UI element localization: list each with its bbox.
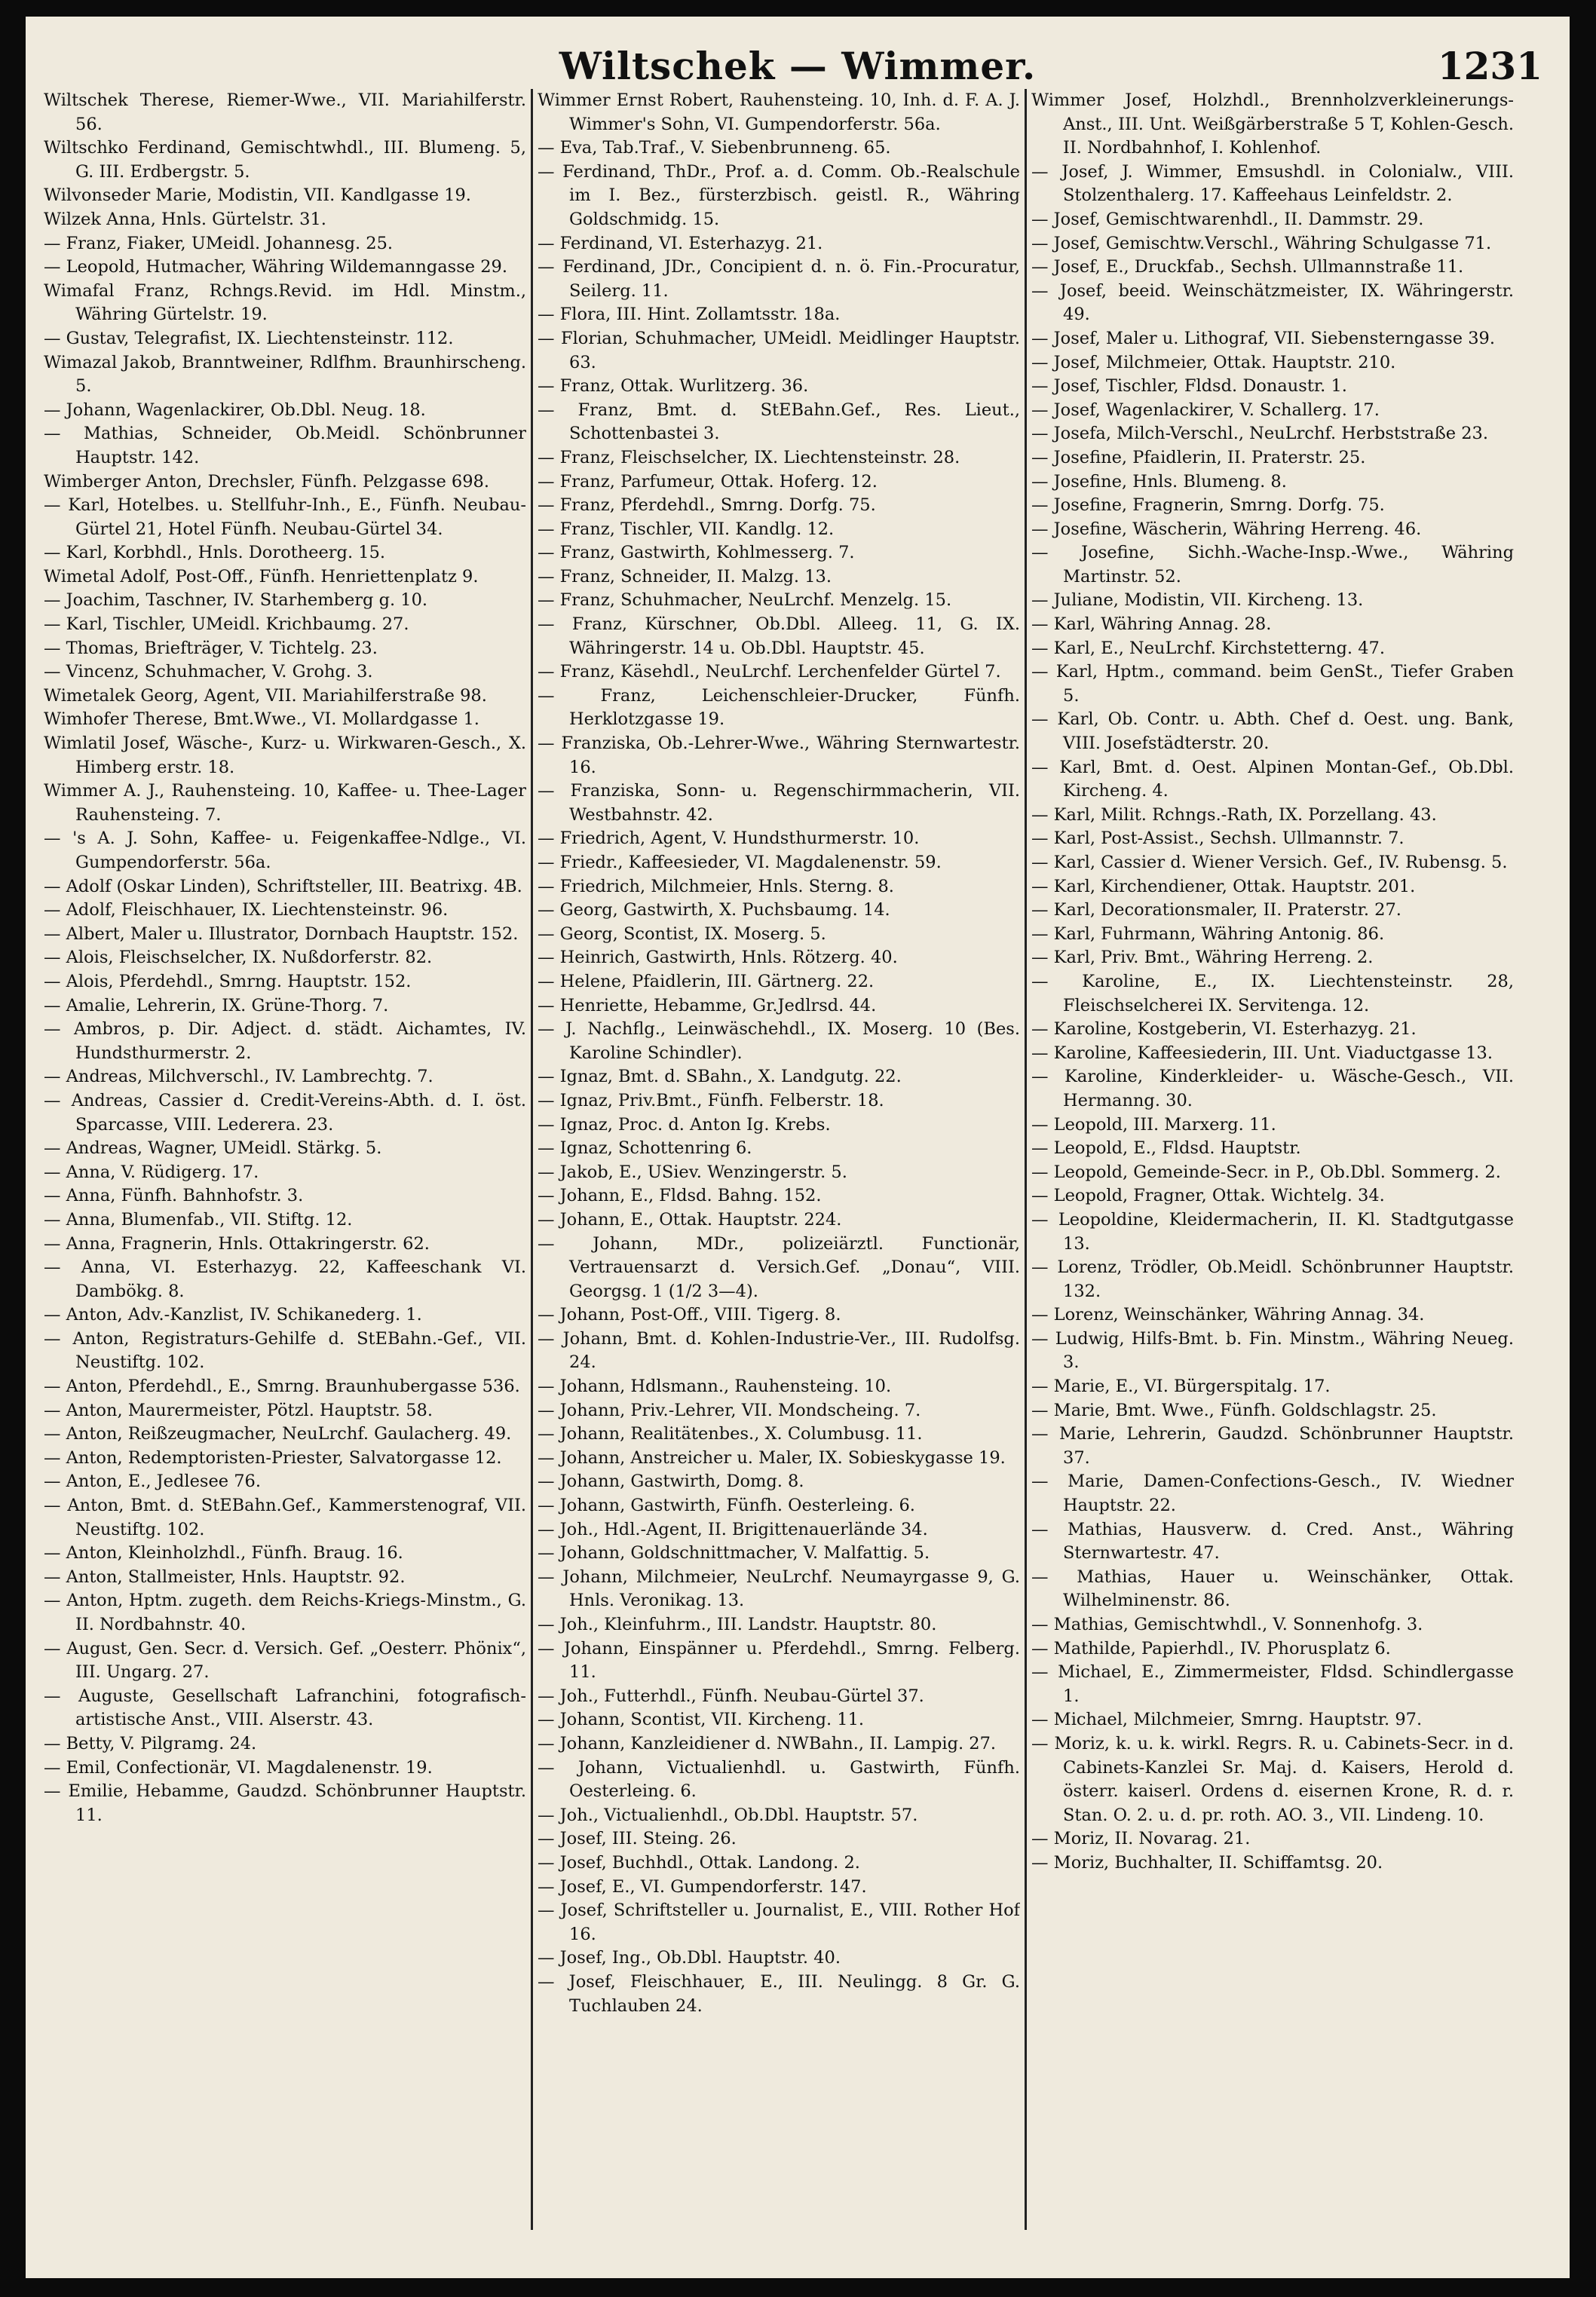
directory-entry: — Thomas, Briefträger, V. Tichtelg. 23.: [44, 638, 378, 658]
directory-entry: — Georg, Gastwirth, X. Puchsbaumg. 14.: [538, 900, 890, 920]
running-title: Wiltschek — Wimmer.: [559, 44, 1037, 88]
directory-entry: — Franz, Leichenschleier-Drucker, Fünfh. Herklotzgasse 19.: [538, 685, 1020, 730]
directory-entry: — Friedr., Kaffeesieder, VI. Magdalenenstr. 59.: [538, 853, 942, 872]
directory-entry: — Anna, Blumenfab., VII. Stiftg. 12.: [44, 1209, 353, 1230]
directory-entry: Wilzek Anna, Hnls. Gürtelstr. 31.: [44, 209, 326, 229]
directory-entry: Wimlatil Josef, Wäsche-, Kurz- u. Wirkwaren-Gesch., X. Himberg erstr. 18.: [44, 734, 526, 777]
directory-entry: — Joh., Victualienhdl., Ob.Dbl. Hauptstr. 57.: [538, 1805, 918, 1825]
directory-entry: — Karl, Ob. Contr. u. Abth. Chef d. Oest. ung. Bank, VIII. Josefstädterstr. 20.: [1031, 709, 1514, 754]
directory-entry: — Josef, beeid. Weinschätzmeister, IX. Währingerstr. 49.: [1031, 280, 1514, 325]
directory-entry: — Johann, Wagenlackirer, Ob.Dbl. Neug. 18.: [44, 400, 426, 420]
directory-entry: — Juliane, Modistin, VII. Kircheng. 13.: [1031, 590, 1364, 611]
directory-entry: — Moriz, Buchhalter, II. Schiffamtsg. 20.: [1031, 1852, 1383, 1873]
directory-entry: — Mathias, Hausverw. d. Cred. Anst., Währing Sternwartestr. 47.: [1031, 1519, 1514, 1563]
directory-entry: — Adolf, Fleischhauer, IX. Liechtensteinstr. 96.: [44, 900, 449, 920]
directory-entry: — Mathilde, Papierhdl., IV. Phorusplatz 6.: [1031, 1638, 1391, 1658]
directory-entry: — Marie, E., VI. Bürgerspitalg. 17.: [1031, 1377, 1331, 1397]
directory-entry: — Johann, Gastwirth, Domg. 8.: [538, 1472, 804, 1492]
directory-entry: Wimazal Jakob, Branntweiner, Rdlfhm. Braunhirscheng. 5.: [44, 352, 526, 397]
directory-entry: — Karl, Bmt. d. Oest. Alpinen Montan-Gef., Ob.Dbl. Kircheng. 4.: [1031, 757, 1514, 801]
directory-entry: — Amalie, Lehrerin, IX. Grüne-Thorg. 7.: [44, 995, 389, 1015]
directory-entry: — Lorenz, Trödler, Ob.Meidl. Schönbrunner Hauptstr. 132.: [1031, 1257, 1514, 1301]
directory-entry: — Anton, Redemptoristen-Priester, Salvatorgasse 12.: [44, 1447, 502, 1468]
directory-entry: Wimmer Josef, Holzhdl., Brennholzverkleinerungs-Anst., III. Unt. Weißgärberstraße 5 T, Kohlen-Gesch. II. Nordbahnhof, I. Kohlenhof.: [1031, 90, 1514, 158]
directory-entry: — Anton, Pferdehdl., E., Smrng. Braunhubergasse 536.: [44, 1377, 520, 1397]
directory-entry: Wimafal Franz, Rchngs.Revid. im Hdl. Minstm., Währing Gürtelstr. 19.: [44, 280, 526, 325]
directory-entry: — Mathias, Schneider, Ob.Meidl. Schönbrunner Hauptstr. 142.: [44, 424, 526, 467]
directory-entry: — Anton, Maurermeister, Pötzl. Hauptstr. 58.: [44, 1400, 433, 1420]
directory-entry: — Karl, Fuhrmann, Währing Antonig. 86.: [1031, 923, 1385, 944]
directory-entry: — Karl, Korbhdl., Hnls. Dorotheerg. 15.: [44, 543, 386, 563]
directory-entry: — Friedrich, Milchmeier, Hnls. Sterng. 8.: [538, 876, 894, 896]
directory-entry: — Ferdinand, VI. Esterhazyg. 21.: [538, 233, 823, 253]
directory-entry: — Leopoldine, Kleidermacherin, II. Kl. Stadtgutgasse 13.: [1031, 1209, 1514, 1254]
directory-entry: — Karoline, E., IX. Liechtensteinstr. 28, Fleischselcherei IX. Servitenga. 12.: [1031, 971, 1514, 1015]
directory-entry: — Josef, Gemischtw.Verschl., Währing Schulgasse 71.: [1031, 233, 1492, 253]
directory-entry: — Josef, Maler u. Lithograf, VII. Siebensterngasse 39.: [1031, 328, 1495, 348]
directory-entry: — Joh., Futterhdl., Fünfh. Neubau-Gürtel 37.: [538, 1686, 924, 1706]
directory-entry: — Anton, Hptm. zugeth. dem Reichs-Kriegs-Minstm., G. II. Nordbahnstr. 40.: [44, 1591, 526, 1634]
directory-entry: — Andreas, Cassier d. Credit-Vereins-Abth. d. I. öst. Sparcasse, VIII. Lederera. 23.: [44, 1090, 526, 1135]
column-1: [44, 89, 526, 2245]
directory-entry: — Ignaz, Priv.Bmt., Fünfh. Felberstr. 18.: [538, 1090, 884, 1110]
directory-entry: — Franz, Parfumeur, Ottak. Hoferg. 12.: [538, 471, 878, 492]
directory-entry: — Mathias, Gemischtwhdl., V. Sonnenhofg. 3.: [1031, 1615, 1423, 1634]
directory-entry: — Marie, Lehrerin, Gaudzd. Schönbrunner Hauptstr. 37.: [1031, 1424, 1514, 1468]
directory-entry: — Johann, Gastwirth, Fünfh. Oesterleing. 6.: [538, 1496, 915, 1516]
directory-entry: Wiltschko Ferdinand, Gemischtwhdl., III. Blumeng. 5, G. III. Erdbergstr. 5.: [44, 138, 526, 182]
directory-entry: — Mathias, Hauer u. Weinschänker, Ottak. Wilhelminenstr. 86.: [1031, 1567, 1514, 1611]
directory-entry: — Johann, Realitätenbes., X. Columbusg. 11.: [538, 1424, 923, 1444]
directory-entry: — Johann, Anstreicher u. Maler, IX. Sobieskygasse 19.: [538, 1447, 1006, 1468]
directory-entry: — Karl, Hptm., command. beim GenSt., Tiefer Graben 5.: [1031, 662, 1514, 706]
directory-entry: — Johann, E., Fldsd. Bahng. 152.: [538, 1186, 822, 1206]
directory-entry: — Johann, Einspänner u. Pferdehdl., Smrng. Felberg. 11.: [538, 1638, 1020, 1683]
directory-entry: — Josefine, Fragnerin, Smrng. Dorfg. 75.: [1031, 495, 1385, 516]
directory-entry: — Karoline, Kinderkleider- u. Wäsche-Gesch., VII. Hermanng. 30.: [1031, 1067, 1514, 1110]
directory-entry: — Betty, V. Pilgramg. 24.: [44, 1733, 257, 1753]
directory-entry: — Karl, Decorationsmaler, II. Praterstr. 27.: [1031, 900, 1401, 920]
directory-entry: — Heinrich, Gastwirth, Hnls. Rötzerg. 40.: [538, 948, 898, 968]
directory-entry: — Franz, Bmt. d. StEBahn.Gef., Res. Lieut., Schottenbastei 3.: [538, 400, 1020, 444]
directory-entry: — Karl, Hotelbes. u. Stellfuhr-Inh., E., Fünfh. Neubau-Gürtel 21, Hotel Fünfh. Neubau-Gürtel 34.: [44, 495, 526, 539]
directory-entry: — Andreas, Milchverschl., IV. Lambrechtg. 7.: [44, 1067, 433, 1087]
directory-entry: — Andreas, Wagner, UMeidl. Stärkg. 5.: [44, 1138, 382, 1159]
columns: [44, 89, 1521, 2245]
directory-entry: — Alois, Fleischselcher, IX. Nußdorferstr. 82.: [44, 948, 433, 968]
directory-entry: — Johann, Bmt. d. Kohlen-Industrie-Ver., III. Rudolfsg. 24.: [538, 1328, 1020, 1373]
directory-entry: — Alois, Pferdehdl., Smrng. Hauptstr. 152.: [44, 971, 412, 991]
directory-entry: — Anton, Bmt. d. StEBahn.Gef., Kammerstenograf, VII. Neustiftg. 102.: [44, 1496, 526, 1539]
directory-entry: — Franz, Kürschner, Ob.Dbl. Alleeg. 11, G. IX. Währingerstr. 14 u. Ob.Dbl. Hauptstr. 45.: [538, 614, 1020, 658]
directory-entry: — Georg, Scontist, IX. Moserg. 5.: [538, 923, 826, 944]
directory-entry: — Karl, Tischler, UMeidl. Krichbaumg. 27.: [44, 614, 409, 635]
directory-entry: — Leopold, III. Marxerg. 11.: [1031, 1114, 1276, 1135]
directory-entry: — Henriette, Hebamme, Gr.Jedlrsd. 44.: [538, 995, 877, 1015]
directory-entry: — Josef, Schriftsteller u. Journalist, E., VIII. Rother Hof 16.: [538, 1900, 1020, 1944]
directory-entry: Wiltschek Therese, Riemer-Wwe., VII. Mariahilferstr. 56.: [44, 90, 526, 134]
directory-entry: — Franziska, Sonn- u. Regenschirmmacherin, VII. Westbahnstr. 42.: [538, 781, 1020, 825]
directory-entry: — Anna, Fragnerin, Hnls. Ottakringerstr. 62.: [44, 1233, 430, 1254]
directory-entry: — Josef, Ing., Ob.Dbl. Hauptstr. 40.: [538, 1948, 841, 1968]
directory-entry: — Joh., Kleinfuhrm., III. Landstr. Hauptstr. 80.: [538, 1615, 937, 1634]
directory-entry: — Michael, E., Zimmermeister, Fldsd. Schindlergasse 1.: [1031, 1662, 1514, 1706]
directory-entry: — Moriz, k. u. k. wirkl. Regrs. R. u. Cabinets-Secr. in d. Cabinets-Kanzlei Sr. Maj. d. Kaisers, Herold d. österr. kaiserl. Ordens d. eisernen Krone, R. d. r. Stan. O. 2. u. d. pr. roth. AO. 3., VII. Lindeng. 10.: [1031, 1733, 1514, 1825]
directory-entry: — Anna, VI. Esterhazyg. 22, Kaffeeschank VI. Dambökg. 8.: [44, 1257, 526, 1301]
directory-entry: — Anton, E., Jedlesee 76.: [44, 1472, 262, 1492]
directory-entry: — Franz, Ottak. Wurlitzerg. 36.: [538, 376, 809, 397]
directory-entry: — Josef, Wagenlackirer, V. Schallerg. 17.: [1031, 400, 1380, 420]
directory-entry: — Josef, Tischler, Fldsd. Donaustr. 1.: [1031, 376, 1347, 397]
directory-entry: — Michael, Milchmeier, Smrng. Hauptstr. 97.: [1031, 1710, 1423, 1730]
directory-entry: — Helene, Pfaidlerin, III. Gärtnerg. 22.: [538, 971, 875, 991]
directory-entry: — Gustav, Telegrafist, IX. Liechtensteinstr. 112.: [44, 328, 454, 348]
directory-entry: — Lorenz, Weinschänker, Währing Annag. 34.: [1031, 1305, 1425, 1325]
directory-entry: — Leopold, Gemeinde-Secr. in P., Ob.Dbl. Sommerg. 2.: [1031, 1162, 1501, 1182]
directory-entry: — Leopold, E., Fldsd. Hauptstr.: [1031, 1138, 1301, 1159]
directory-entry: — Marie, Damen-Confections-Gesch., IV. Wiedner Hauptstr. 22.: [1031, 1472, 1514, 1516]
directory-entry: — J. Nachflg., Leinwäschehdl., IX. Moserg. 10 (Bes. Karoline Schindler).: [538, 1019, 1020, 1063]
directory-entry: — Ferdinand, ThDr., Prof. a. d. Comm. Ob.-Realschule im I. Bez., fürsterzbisch. geistl. R., Währing Goldschmidg. 15.: [538, 161, 1020, 229]
directory-entry: — Josefine, Pfaidlerin, II. Praterstr. 25.: [1031, 447, 1366, 467]
directory-entry: — Auguste, Gesellschaft Lafranchini, fotografisch-artistische Anst., VIII. Alserstr. 43.: [44, 1686, 526, 1730]
directory-entry: — Anna, V. Rüdigerg. 17.: [44, 1162, 259, 1182]
directory-entry: — Johann, Priv.-Lehrer, VII. Mondscheing. 7.: [538, 1400, 921, 1420]
directory-entry: — Karl, Post-Assist., Sechsh. Ullmannstr. 7.: [1031, 828, 1405, 849]
directory-entry: — Josefine, Sichh.-Wache-Insp.-Wwe., Währing Martinstr. 52.: [1031, 543, 1514, 587]
directory-entry: — Josef, Gemischtwarenhdl., II. Dammstr. 29.: [1031, 209, 1424, 229]
directory-entry: — Anton, Stallmeister, Hnls. Hauptstr. 92.: [44, 1567, 406, 1587]
directory-entry: — Jakob, E., USiev. Wenzingerstr. 5.: [538, 1162, 847, 1182]
directory-entry: — Josef, E., VI. Gumpendorferstr. 147.: [538, 1876, 867, 1897]
directory-entry: — Albert, Maler u. Illustrator, Dornbach Hauptstr. 152.: [44, 923, 519, 944]
directory-entry: — Franz, Gastwirth, Kohlmesserg. 7.: [538, 543, 855, 563]
directory-entry: Wilvonseder Marie, Modistin, VII. Kandlgasse 19.: [44, 185, 471, 206]
directory-entry: — Josef, III. Steing. 26.: [538, 1829, 737, 1849]
directory-entry: — Emilie, Hebamme, Gaudzd. Schönbrunner Hauptstr. 11.: [44, 1781, 526, 1825]
directory-entry: — Johann, Kanzleidiener d. NWBahn., II. Lampig. 27.: [538, 1733, 997, 1753]
directory-entry: Wimhofer Therese, Bmt.Wwe., VI. Mollardgasse 1.: [44, 709, 479, 730]
directory-entry: Wimmer A. J., Rauhensteing. 10, Kaffee- u. Thee-Lager Rauhensteing. 7.: [44, 781, 526, 825]
directory-entry: — Johann, Victualienhdl. u. Gastwirth, Fünfh. Oesterleing. 6.: [538, 1757, 1020, 1802]
directory-entry: — Johann, Milchmeier, NeuLrchf. Neumayrgasse 9, G. Hnls. Veronikag. 13.: [538, 1567, 1020, 1611]
column-3: [1031, 89, 1514, 2245]
directory-entry: — Florian, Schuhmacher, UMeidl. Meidlinger Hauptstr. 63.: [538, 328, 1020, 372]
directory-entry: — Franz, Fleischselcher, IX. Liechtensteinstr. 28.: [538, 447, 960, 467]
directory-entry: — Josef, E., Druckfab., Sechsh. Ullmannstraße 11.: [1031, 257, 1464, 277]
directory-entry: — Josefine, Hnls. Blumeng. 8.: [1031, 471, 1287, 492]
directory-entry: — Adolf (Oskar Linden), Schriftsteller, III. Beatrixg. 4B.: [44, 876, 522, 896]
directory-entry: — Ignaz, Proc. d. Anton Ig. Krebs.: [538, 1114, 831, 1135]
directory-entry: Wimmer Ernst Robert, Rauhensteing. 10, Inh. d. F. A. J. Wimmer's Sohn, VI. Gumpendorferstr. 56a.: [538, 90, 1020, 134]
directory-entry: — Franz, Käsehdl., NeuLrchf. Lerchenfelder Gürtel 7.: [538, 662, 1001, 682]
directory-entry: — Johann, Hdlsmann., Rauhensteing. 10.: [538, 1377, 892, 1397]
page-header: [26, 17, 1570, 100]
directory-entry: — Ambros, p. Dir. Adject. d. städt. Aichamtes, IV. Hundsthurmerstr. 2.: [44, 1019, 526, 1063]
directory-entry: — Johann, Goldschnittmacher, V. Malfattig. 5.: [538, 1543, 930, 1563]
directory-entry: Wimetalek Georg, Agent, VII. Mariahilferstraße 98.: [44, 685, 487, 706]
directory-entry: Wimberger Anton, Drechsler, Fünfh. Pelzgasse 698.: [44, 471, 490, 492]
directory-entry: — Karl, Kirchendiener, Ottak. Hauptstr. 201.: [1031, 876, 1416, 896]
directory-entry: — Anton, Adv.-Kanzlist, IV. Schikanederg. 1.: [44, 1305, 422, 1325]
directory-entry: — Ludwig, Hilfs-Bmt. b. Fin. Minstm., Währing Neueg. 3.: [1031, 1328, 1514, 1373]
directory-entry: — Marie, Bmt. Wwe., Fünfh. Goldschlagstr. 25.: [1031, 1400, 1437, 1420]
directory-entry: — Franz, Schneider, II. Malzg. 13.: [538, 566, 832, 587]
directory-entry: — August, Gen. Secr. d. Versich. Gef. „Oesterr. Phönix“, III. Ungarg. 27.: [44, 1638, 526, 1683]
directory-entry: — Anton, Kleinholzhdl., Fünfh. Braug. 16.: [44, 1543, 403, 1563]
directory-entry: — Karl, Währing Annag. 28.: [1031, 614, 1272, 635]
directory-entry: — Vincenz, Schuhmacher, V. Grohg. 3.: [44, 662, 373, 682]
directory-entry: — Josef, J. Wimmer, Emsushdl. in Colonialw., VIII. Stolzenthalerg. 17. Kaffeehaus Leinfeldstr. 2.: [1031, 161, 1514, 206]
directory-entry: — Josef, Buchhdl., Ottak. Landong. 2.: [538, 1852, 860, 1873]
directory-entry: — Ignaz, Schottenring 6.: [538, 1138, 752, 1159]
directory-entry: — Karl, E., NeuLrchf. Kirchstetterng. 47.: [1031, 638, 1386, 658]
directory-entry: — Joh., Hdl.-Agent, II. Brigittenauerlände 34.: [538, 1519, 928, 1539]
directory-entry: — Flora, III. Hint. Zollamtsstr. 18a.: [538, 305, 841, 325]
directory-entry: — Johann, Post-Off., VIII. Tigerg. 8.: [538, 1305, 841, 1325]
column-2: [538, 89, 1020, 2245]
directory-entry: — Franz, Fiaker, UMeidl. Johannesg. 25.: [44, 233, 394, 253]
directory-entry: — Josef, Milchmeier, Ottak. Hauptstr. 210.: [1031, 352, 1396, 372]
directory-entry: — 's A. J. Sohn, Kaffee- u. Feigenkaffee-Ndlge., VI. Gumpendorferstr. 56a.: [44, 828, 526, 872]
directory-entry: — Josefine, Wäscherin, Währing Herreng. 46.: [1031, 519, 1422, 539]
directory-entry: — Karoline, Kaffeesiederin, III. Unt. Viaductgasse 13.: [1031, 1043, 1493, 1063]
directory-entry: — Johann, Scontist, VII. Kircheng. 11.: [538, 1710, 865, 1730]
directory-entry: — Leopold, Hutmacher, Währing Wildemanngasse 29.: [44, 257, 508, 277]
page-number: 1231: [1437, 44, 1542, 88]
directory-entry: — Franziska, Ob.-Lehrer-Wwe., Währing Sternwartestr. 16.: [538, 734, 1020, 777]
directory-entry: — Anton, Reißzeugmacher, NeuLrchf. Gaulacherg. 49.: [44, 1424, 512, 1444]
directory-entry: — Johann, MDr., polizeiärztl. Functionär, Vertrauensarzt d. Versich.Gef. „Donau“, VIII. Georgsg. 1 (1/2 3—4).: [538, 1233, 1020, 1301]
directory-entry: — Anna, Fünfh. Bahnhofstr. 3.: [44, 1186, 304, 1206]
directory-entry: — Moriz, II. Novarag. 21.: [1031, 1829, 1251, 1849]
directory-entry: — Anton, Registraturs-Gehilfe d. StEBahn.-Gef., VII. Neustiftg. 102.: [44, 1328, 526, 1373]
directory-entry: — Karl, Milit. Rchngs.-Rath, IX. Porzellang. 43.: [1031, 804, 1437, 825]
directory-entry: — Karl, Priv. Bmt., Währing Herreng. 2.: [1031, 948, 1374, 968]
directory-entry: — Johann, E., Ottak. Hauptstr. 224.: [538, 1209, 842, 1230]
directory-entry: — Franz, Schuhmacher, NeuLrchf. Menzelg. 15.: [538, 590, 952, 611]
directory-entry: — Franz, Pferdehdl., Smrng. Dorfg. 75.: [538, 495, 876, 516]
directory-entry: — Karl, Cassier d. Wiener Versich. Gef., IV. Rubensg. 5.: [1031, 853, 1508, 872]
directory-entry: — Eva, Tab.Traf., V. Siebenbrunneng. 65.: [538, 138, 891, 158]
directory-entry: — Josef, Fleischhauer, E., III. Neulingg. 8 Gr. G. Tuchlauben 24.: [538, 1971, 1020, 2016]
directory-entry: — Joachim, Taschner, IV. Starhemberg g. 10.: [44, 590, 428, 611]
directory-entry: — Emil, Confectionär, VI. Magdalenenstr. 19.: [44, 1757, 433, 1778]
directory-entry: — Josefa, Milch-Verschl., NeuLrchf. Herbststraße 23.: [1031, 424, 1488, 444]
directory-entry: — Ignaz, Bmt. d. SBahn., X. Landgutg. 22.: [538, 1067, 902, 1087]
directory-entry: — Franz, Tischler, VII. Kandlg. 12.: [538, 519, 835, 539]
directory-entry: Wimetal Adolf, Post-Off., Fünfh. Henriettenplatz 9.: [44, 566, 479, 587]
directory-entry: — Karoline, Kostgeberin, VI. Esterhazyg. 21.: [1031, 1019, 1417, 1040]
directory-entry: — Friedrich, Agent, V. Hundsthurmerstr. 10.: [538, 828, 920, 849]
directory-entry: — Leopold, Fragner, Ottak. Wichtelg. 34.: [1031, 1186, 1385, 1206]
directory-entry: — Ferdinand, JDr., Concipient d. n. ö. Fin.-Procuratur, Seilerg. 11.: [538, 257, 1020, 301]
